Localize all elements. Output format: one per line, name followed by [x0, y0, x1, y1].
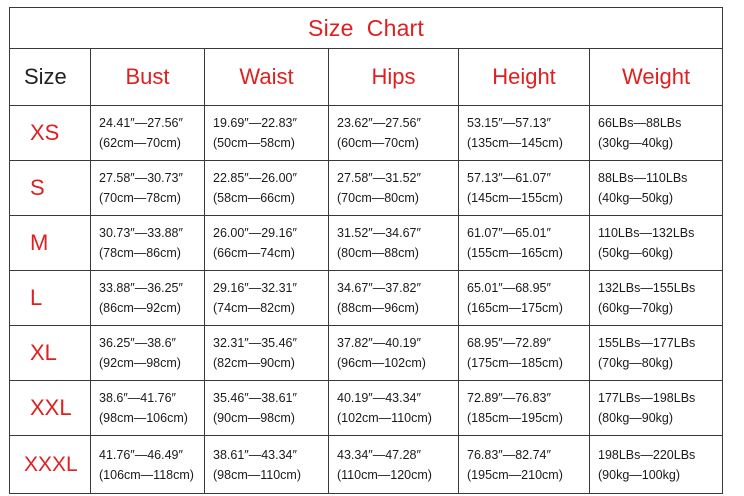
weight-lbs: 88LBs—110LBs — [598, 171, 688, 185]
height-inches: 72.89″—76.83″ — [467, 391, 551, 405]
height-cell — [459, 216, 590, 271]
bust-inches: 30.73″—33.88″ — [99, 226, 183, 240]
hips-cell — [329, 271, 459, 326]
height-cell — [459, 271, 590, 326]
hips-inches: 40.19″—43.34″ — [337, 391, 421, 405]
bust-inches: 24.41″—27.56″ — [99, 116, 183, 130]
waist-cell — [205, 326, 329, 381]
height-cell — [459, 436, 590, 494]
height-cm: (135cm—145cm) — [467, 136, 563, 150]
bust-cell — [91, 326, 205, 381]
header-height: Height — [459, 49, 590, 106]
weight-kg: (60kg—70kg) — [598, 301, 674, 315]
size-label: XL — [10, 326, 91, 381]
bust-cell — [91, 271, 205, 326]
waist-cm: (82cm—90cm) — [213, 356, 295, 370]
waist-inches: 38.61″—43.34″ — [213, 447, 297, 462]
bust-inches: 38.6″—41.76″ — [99, 391, 176, 405]
height-inches: 68.95″—72.89″ — [467, 336, 551, 350]
waist-inches: 22.85″—26.00″ — [213, 171, 297, 185]
table-row — [10, 326, 723, 381]
hips-inches: 43.34″—47.28″ — [337, 447, 421, 462]
waist-inches: 35.46″—38.61″ — [213, 391, 297, 405]
height-inches: 76.83″—82.74″ — [467, 447, 551, 462]
height-cm: (195cm—210cm) — [467, 467, 563, 482]
hips-cell — [329, 326, 459, 381]
table-row — [10, 436, 723, 494]
weight-lbs: 155LBs—177LBs — [598, 336, 696, 350]
bust-cm: (98cm—106cm) — [99, 411, 188, 425]
hips-cm: (80cm—88cm) — [337, 246, 419, 260]
height-inches: 61.07″—65.01″ — [467, 226, 551, 240]
bust-inches: 27.58″—30.73″ — [99, 171, 183, 185]
weight-kg: (80kg—90kg) — [598, 411, 674, 425]
bust-cm: (106cm—118cm) — [99, 467, 194, 482]
bust-cell — [91, 216, 205, 271]
height-cell — [459, 381, 590, 436]
height-inches: 57.13″—61.07″ — [467, 171, 551, 185]
header-waist: Waist — [205, 49, 329, 106]
height-cm: (165cm—175cm) — [467, 301, 563, 315]
waist-inches: 29.16″—32.31″ — [213, 281, 297, 295]
size-label: L — [10, 271, 91, 326]
bust-cm: (62cm—70cm) — [99, 136, 181, 150]
weight-cell — [590, 381, 723, 436]
height-cell — [459, 106, 590, 161]
bust-cm: (92cm—98cm) — [99, 356, 181, 370]
weight-kg: (90kg—100kg) — [598, 467, 680, 482]
hips-inches: 34.67″—37.82″ — [337, 281, 421, 295]
weight-lbs: 198LBs—220LBs — [598, 447, 696, 462]
height-inches: 65.01″—68.95″ — [467, 281, 551, 295]
waist-inches: 19.69″—22.83″ — [213, 116, 297, 130]
hips-cm: (96cm—102cm) — [337, 356, 426, 370]
chart-title: Size Chart — [308, 14, 425, 41]
table-row — [10, 381, 723, 436]
height-cm: (155cm—165cm) — [467, 246, 563, 260]
hips-cell — [329, 381, 459, 436]
weight-kg: (70kg—80kg) — [598, 356, 674, 370]
table-row — [10, 271, 723, 326]
weight-lbs: 177LBs—198LBs — [598, 391, 696, 405]
weight-lbs: 110LBs—132LBs — [598, 226, 695, 240]
waist-cell — [205, 106, 329, 161]
bust-inches: 36.25″—38.6″ — [99, 336, 176, 350]
header-row — [10, 49, 723, 106]
header-hips: Hips — [329, 49, 459, 106]
table-row — [10, 106, 723, 161]
bust-cell — [91, 106, 205, 161]
waist-cell — [205, 381, 329, 436]
weight-lbs: 66LBs—88LBs — [598, 116, 682, 130]
weight-cell — [590, 106, 723, 161]
waist-inches: 32.31″—35.46″ — [213, 336, 297, 350]
waist-cell — [205, 216, 329, 271]
weight-lbs: 132LBs—155LBs — [598, 281, 696, 295]
hips-cell — [329, 106, 459, 161]
header-size: Size — [10, 49, 91, 106]
hips-cell — [329, 216, 459, 271]
weight-cell — [590, 216, 723, 271]
hips-cell — [329, 436, 459, 494]
weight-kg: (50kg—60kg) — [598, 246, 674, 260]
bust-inches: 33.88″—36.25″ — [99, 281, 183, 295]
hips-cm: (60cm—70cm) — [337, 136, 419, 150]
bust-cell — [91, 436, 205, 494]
hips-cm: (88cm—96cm) — [337, 301, 419, 315]
hips-inches: 23.62″—27.56″ — [337, 116, 421, 130]
header-bust: Bust — [91, 49, 205, 106]
weight-cell — [590, 271, 723, 326]
weight-cell — [590, 161, 723, 216]
hips-cell — [329, 161, 459, 216]
weight-cell — [590, 326, 723, 381]
hips-cm: (102cm—110cm) — [337, 411, 432, 425]
size-label: XS — [10, 106, 91, 161]
height-cell — [459, 326, 590, 381]
waist-cm: (58cm—66cm) — [213, 191, 295, 205]
hips-inches: 31.52″—34.67″ — [337, 226, 421, 240]
bust-cm: (78cm—86cm) — [99, 246, 181, 260]
weight-kg: (30kg—40kg) — [598, 136, 674, 150]
size-label: XXL — [10, 381, 91, 436]
hips-inches: 37.82″—40.19″ — [337, 336, 421, 350]
size-label: M — [10, 216, 91, 271]
header-weight: Weight — [590, 49, 723, 106]
height-cm: (175cm—185cm) — [467, 356, 563, 370]
waist-inches: 26.00″—29.16″ — [213, 226, 297, 240]
hips-inches: 27.58″—31.52″ — [337, 171, 421, 185]
waist-cm: (50cm—58cm) — [213, 136, 295, 150]
size-label: XXXL — [10, 436, 91, 494]
waist-cm: (74cm—82cm) — [213, 301, 295, 315]
bust-inches: 41.76″—46.49″ — [99, 447, 183, 462]
table-row — [10, 216, 723, 271]
hips-cm: (110cm—120cm) — [337, 467, 432, 482]
bust-cell — [91, 161, 205, 216]
waist-cell — [205, 161, 329, 216]
waist-cm: (98cm—110cm) — [213, 467, 301, 482]
waist-cell — [205, 271, 329, 326]
weight-cell — [590, 436, 723, 494]
hips-cm: (70cm—80cm) — [337, 191, 419, 205]
size-label: S — [10, 161, 91, 216]
waist-cm: (66cm—74cm) — [213, 246, 295, 260]
bust-cell — [91, 381, 205, 436]
table-row — [10, 161, 723, 216]
size-chart-table — [9, 7, 723, 494]
height-inches: 53.15″—57.13″ — [467, 116, 551, 130]
height-cm: (145cm—155cm) — [467, 191, 563, 205]
bust-cm: (70cm—78cm) — [99, 191, 181, 205]
bust-cm: (86cm—92cm) — [99, 301, 181, 315]
waist-cell — [205, 436, 329, 494]
weight-kg: (40kg—50kg) — [598, 191, 674, 205]
chart-title-cell — [10, 8, 723, 49]
height-cm: (185cm—195cm) — [467, 411, 563, 425]
height-cell — [459, 161, 590, 216]
waist-cm: (90cm—98cm) — [213, 411, 295, 425]
